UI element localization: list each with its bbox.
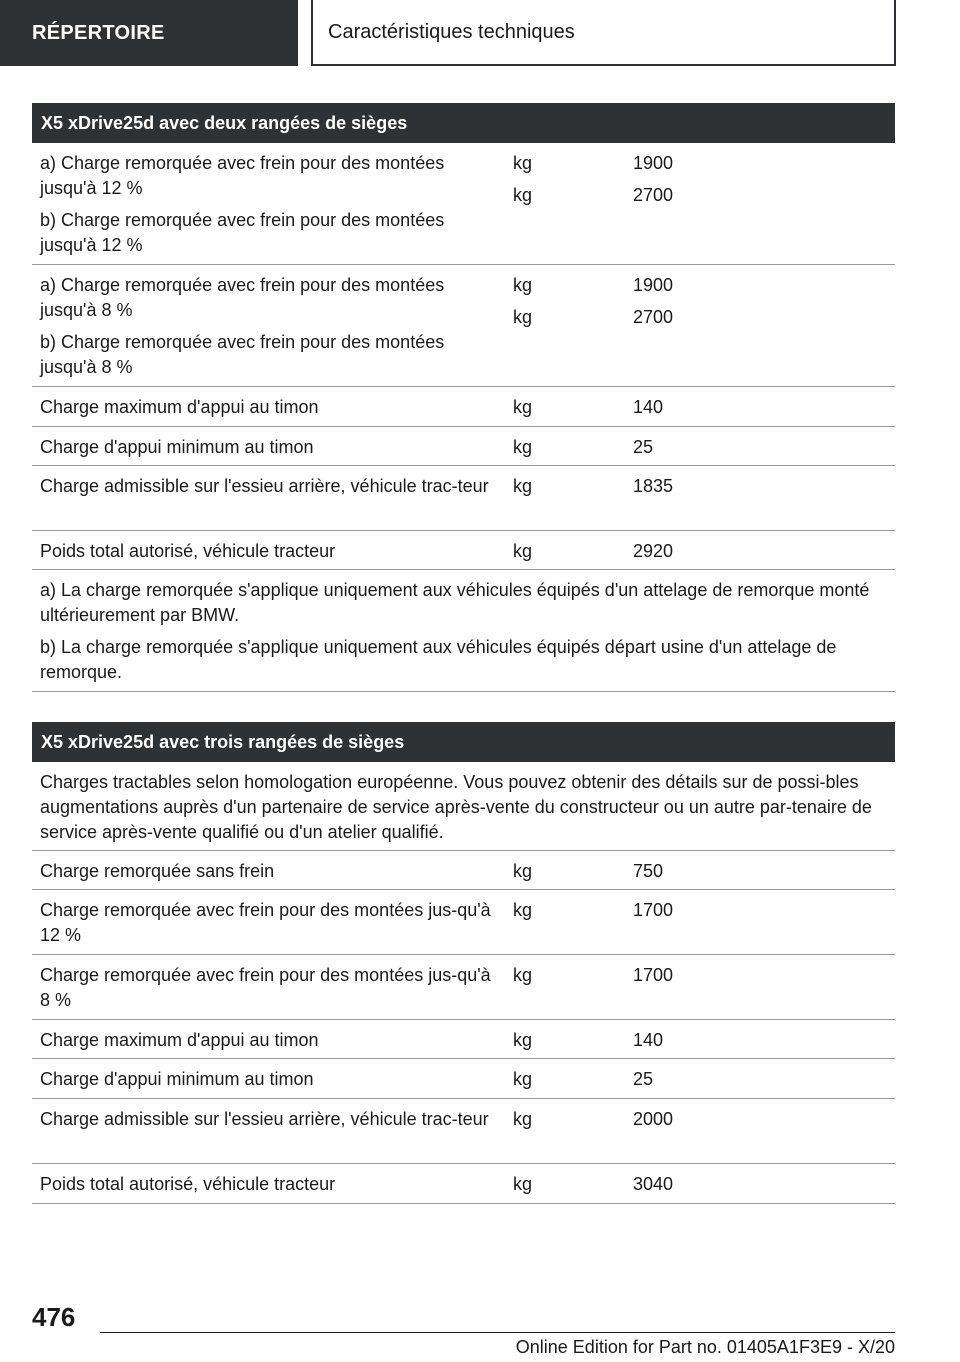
row-value: 1700 <box>633 900 674 920</box>
row-label: Poids total autorisé, véhicule tracteur <box>40 541 336 561</box>
table-footnotes <box>32 570 895 692</box>
table-row <box>32 387 895 427</box>
row-unit: kg <box>513 1030 533 1050</box>
table-row <box>32 143 895 265</box>
table-row <box>32 851 895 890</box>
row-value: 2000 <box>633 1109 674 1129</box>
row-label: Charge remorquée sans frein <box>40 861 275 881</box>
row-label: a) Charge remorquée avec frein pour des montées jusqu'à 8 % <box>40 275 445 320</box>
row-value: 3040 <box>633 1174 674 1194</box>
table-row <box>32 1059 895 1099</box>
table-intro <box>32 762 895 851</box>
page-number: 476 <box>32 1302 76 1332</box>
row-label: Charge d'appui minimum au timon <box>40 1069 314 1089</box>
row-label: Charge remorquée avec frein pour des montées jus-qu'à 8 % <box>40 965 491 1010</box>
row-unit: kg <box>513 861 533 881</box>
row-unit: kg <box>513 185 533 205</box>
row-unit: kg <box>513 1109 533 1129</box>
row-label: b) Charge remorquée avec frein pour des montées jusqu'à 8 % <box>40 332 445 377</box>
row-unit: kg <box>513 541 533 561</box>
row-value: 1835 <box>633 476 674 496</box>
footnote-a: a) La charge remorquée s'applique uniquement aux véhicules équipés d'un attelage de remorque monté ultérieurement par BMW. <box>40 580 870 625</box>
table-row <box>32 955 895 1020</box>
directory-tab[interactable]: RÉPERTOIRE <box>0 0 298 66</box>
row-label: Charge maximum d'appui au timon <box>40 1030 319 1050</box>
row-unit: kg <box>513 307 533 327</box>
row-value: 140 <box>633 1030 664 1050</box>
table-two-rows-seats <box>32 103 895 692</box>
row-unit: kg <box>513 965 533 985</box>
table-heading: X5 xDrive25d avec deux rangées de sièges <box>32 103 895 143</box>
row-value: 2920 <box>633 541 674 561</box>
footnote-b: b) La charge remorquée s'applique uniquement aux véhicules équipés départ usine d'un attelage de remorque. <box>40 637 837 682</box>
row-unit: kg <box>513 275 533 295</box>
edition-text: Online Edition for Part no. 01405A1F3E9 - X/20 <box>515 1337 895 1357</box>
row-label: Charge d'appui minimum au timon <box>40 437 314 457</box>
intro-text: Charges tractables selon homologation européenne. Vous pouvez obtenir des détails sur de possi-bles augmentations auprès d'un partenaire de service après-vente du constructeur ou un autre par-tenaire de service après-vente qualifié ou d'un atelier qualifié. <box>40 772 872 842</box>
row-unit: kg <box>513 476 533 496</box>
row-unit: kg <box>513 437 533 457</box>
row-value: 25 <box>633 1069 654 1089</box>
row-label: Charge maximum d'appui au timon <box>40 397 319 417</box>
table-row <box>32 890 895 955</box>
table-row <box>32 265 895 387</box>
table-row <box>32 466 895 531</box>
row-value: 25 <box>633 437 654 457</box>
row-label: b) Charge remorquée avec frein pour des montées jusqu'à 12 % <box>40 210 445 255</box>
row-unit: kg <box>513 153 533 173</box>
row-value: 2700 <box>633 307 674 327</box>
row-label: Charge remorquée avec frein pour des montées jus-qu'à 12 % <box>40 900 491 945</box>
chapter-title: Caractéristiques techniques <box>311 0 896 66</box>
row-value: 1900 <box>633 275 674 295</box>
table-heading: X5 xDrive25d avec trois rangées de sièges <box>32 722 895 762</box>
table-row <box>32 427 895 466</box>
table-row <box>32 1020 895 1059</box>
row-label: a) Charge remorquée avec frein pour des montées jusqu'à 12 % <box>40 153 445 198</box>
row-value: 2700 <box>633 185 674 205</box>
row-label: Charge admissible sur l'essieu arrière, véhicule trac-teur <box>40 476 489 496</box>
row-value: 140 <box>633 397 664 417</box>
table-row <box>32 1164 895 1204</box>
row-unit: kg <box>513 1174 533 1194</box>
row-label: Poids total autorisé, véhicule tracteur <box>40 1174 336 1194</box>
row-unit: kg <box>513 900 533 920</box>
table-row <box>32 531 895 570</box>
row-unit: kg <box>513 397 533 417</box>
footer-divider <box>100 1332 895 1333</box>
row-unit: kg <box>513 1069 533 1089</box>
row-value: 750 <box>633 861 664 881</box>
page-header <box>0 0 960 66</box>
row-label: Charge admissible sur l'essieu arrière, véhicule trac-teur <box>40 1109 489 1129</box>
row-value: 1700 <box>633 965 674 985</box>
table-row <box>32 1099 895 1164</box>
row-value: 1900 <box>633 153 674 173</box>
table-three-rows-seats <box>32 722 895 1204</box>
